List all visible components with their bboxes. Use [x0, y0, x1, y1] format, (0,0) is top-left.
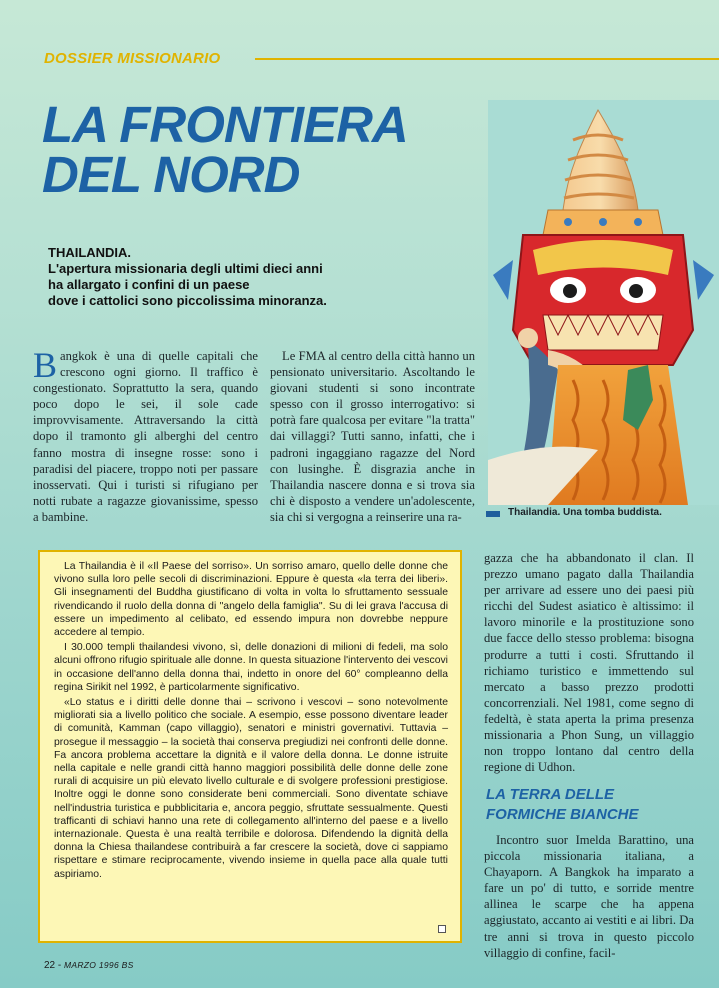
body-column-3	[484, 550, 694, 775]
box-paragraph: I 30.000 templi thailandesi vivono, sì, delle donazioni di milioni di fedeli, ma solo alcuni offrono rifugio spirituale alle donne. In questa situazione l'intervento dei vescovi in occasione dell'anno della donna thai, indetto in onore del 60° compleanno della regina Sirikit nel 1992, è particolarmente significativo.	[54, 642, 448, 693]
article-title	[42, 96, 462, 203]
issue-date: MARZO 1996 BS	[64, 960, 134, 970]
buddhist-tomb-illustration	[488, 100, 719, 505]
box-paragraph: «Lo status e i diritti delle donne thai – scrivono i vescovi – sono notevolmente migliorati sia a livello politico che sociale. A esempio, esse possono diventare leader di comunità, Kamman (capo villaggio), senatori e ministri governativi. Tuttavia – prosegue il messaggio – la società thai conserva pregiudizi nei confronti delle donne. Fa ancora problema accettare la dignità e il valore della donna. Le donne istruite nella capitale e nelle grandi città hanno maggiori possibilità delle donne delle zone rurali di acquisire un più elevato livello culturale e di svolgere professioni prestigiose. Inoltre oggi le donne sono considerate beni commerciali. Sono diventate schiave nell'industria turistica e pubblicitaria e, ancora peggio, sfruttate sessualmente. Questi trafficanti di schiavi hanno una rete di collegamento all'interno del paese e a livello internazionale. Questa è una realtà terribile e dolorosa. Difendendo la dignità della donna la Chiesa thailandese contribuirà a far crescere la società, dove ci sappiamo rispettare e stimare reciprocamente, vivendo insieme in quella pace alla quale tutti aspiriamo.	[54, 697, 448, 880]
footer-separator: -	[55, 960, 65, 971]
page-number: 22	[44, 960, 56, 971]
body-column-1	[33, 345, 258, 525]
body-paragraph: Le FMA al centro della città hanno un pensionato universitario. Ascoltando le giovani studenti si sono incontrate spesso con il grosso interrogativo: si potrà fare qualcosa per evitare "la tratta" dai villaggi? Tutti sanno, infatti, che i padroni ingaggiano ragazze del Nord con lusinghe. È disgrazia anche in Thailandia nascere donna e si trova sia chi è disposto a vendere un'adolescente, sia chi si vergogna a reinserire una ra-	[270, 349, 475, 524]
subtitle-line: THAILANDIA.	[48, 245, 132, 260]
caption-marker	[486, 511, 500, 517]
section-subheading	[486, 785, 696, 825]
section-rule	[255, 58, 719, 60]
box-paragraph: La Thailandia è il «Il Paese del sorriso». Un sorriso amaro, quello delle donne che vivono sulla loro pelle secoli di discriminazioni. Eppure è questa «la terra dei liberi». Gli insegnamenti del Buddha giustificano di volta in volta lo sfruttamento sessuale rivendicando il ruolo della donna di "angelo della famiglia". Su di lei grava l'accusa di essere un impedimento al celibato, ed essendo impura non dovrebbe neppure accedere al tempio.	[54, 561, 448, 639]
title-line-1: LA FRONTIERA	[42, 96, 408, 153]
body-paragraph: gazza che ha abbandonato il clan. Il prezzo umano pagato dalla Thailandia per arrivare ad essere uno dei paesi più ricchi del Sudest asiatico è altissimo: il lavoro minorile e la prostituzione sono due facce dello stesso problema: bisogna produrre a tutti i costi. Sfruttando il richiamo turistico e immettendo sul mercato a basso prezzo prodotti concorrenziali. Nel 1981, come segno di fedeltà, è stata aperta la prima presenza missionaria a Phon Sung, un villaggio non troppo lontano dal centro della regione di Udhon.	[484, 551, 694, 775]
article-subtitle	[48, 245, 428, 309]
body-column-2	[270, 348, 475, 525]
body-paragraph: angkok è una di quelle capitali che crescono ogni giorno. Il traffico è congestionato. Soprattutto la sera, quando poco dopo le sei, il sole cade improvvisamente. Attraversando la città dopo il tramonto gli alberghi del centro fanno mostra di insegne rosse: sono i paradisi del piacere, troppo noti per passare inosservati. Qui i turisti si rifugiano per notti rubate a ragazze giovanissime, spesso a bambine.	[33, 349, 258, 524]
subtitle-line: dove i cattolici sono piccolissima minoranza.	[48, 293, 327, 308]
title-line-2: DEL NORD	[42, 146, 300, 203]
drop-cap: B	[33, 345, 58, 385]
subheading-line: LA TERRA DELLE	[486, 786, 615, 803]
photo-caption: Thailandia. Una tomba buddista.	[508, 507, 662, 518]
body-paragraph: Incontro suor Imelda Barattino, una piccola missionaria italiana, a Chayaporn. A Bangkok ha imparato a fare un po' di tutto, e sorride mentre allinea le scarpe che ha appena aggiustato, accanto ai vestiti e ai libri. Da tre anni si trova in questo piccolo villaggio di confine, facil-	[484, 833, 694, 960]
page-footer	[44, 960, 134, 971]
end-mark-icon	[438, 925, 446, 933]
subtitle-line: L'apertura missionaria degli ultimi dieci anni	[48, 261, 323, 276]
subtitle-line: ha allargato i confini di un paese	[48, 277, 250, 292]
body-column-3-continued	[484, 832, 694, 961]
sidebar-box	[38, 550, 462, 943]
subheading-line: FORMICHE BIANCHE	[486, 806, 639, 823]
section-label: DOSSIER MISSIONARIO	[44, 50, 221, 67]
tomb-photo	[488, 100, 719, 505]
